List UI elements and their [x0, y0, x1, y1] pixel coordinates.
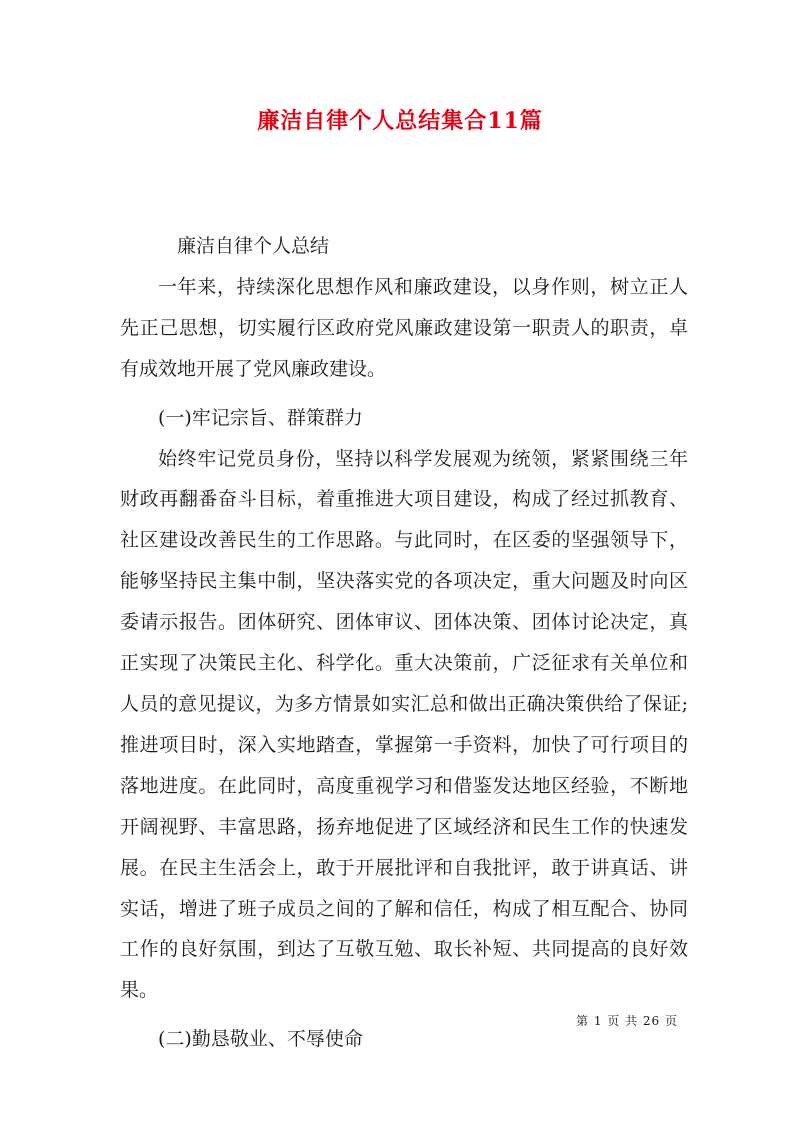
document-body	[120, 226, 688, 1060]
document-title: 廉洁自律个人总结集合11篇	[257, 108, 543, 134]
section-body-1: 始终牢记党员身份，坚持以科学发展观为统领，紧紧围绕三年财政再翻番奋斗目标，着重推进大项目建设，构成了经过抓教育、社区建设改善民生的工作思路。与此同时，在区委的坚强领导下，能够坚持民主集中制，坚决落实党的各项决定，重大问题及时向区委请示报告。团体研究、团体审议、团体决策、团体讨论决定，真正实现了决策民主化、科学化。重大决策前，广泛征求有关单位和人员的意见提议，为多方情景如实汇总和做出正确决策供给了保证;推进项目时，深入实地踏查，掌握第一手资料，加快了可行项目的落地进度。在此同时，高度重视学习和借鉴发达地区经验，不断地开阔视野、丰富思路，扬弃地促进了区域经济和民生工作的快速发展。在民主生活会上，敢于开展批评和自我批评，敢于讲真话、讲实话，增进了班子成员之间的了解和信任，构成了相互配合、协同工作的良好氛围，到达了互敬互勉、取长补短、共同提高的良好效果。	[120, 447, 688, 1002]
page-number-footer: 第 1 页 共 26 页	[576, 1014, 678, 1028]
section-heading-2: (二)勤恳敬业、不辱使命	[158, 1028, 363, 1051]
section-heading-1: (一)牢记宗旨、群策群力	[158, 406, 363, 429]
intro-paragraph: 一年来，持续深化思想作风和廉政建设，以身作则，树立正人先正己思想，切实履行区政府党风廉政建设第一职责人的职责，卓有成效地开展了党风廉政建设。	[120, 275, 688, 380]
section-subtitle: 廉洁自律个人总结	[177, 235, 330, 257]
